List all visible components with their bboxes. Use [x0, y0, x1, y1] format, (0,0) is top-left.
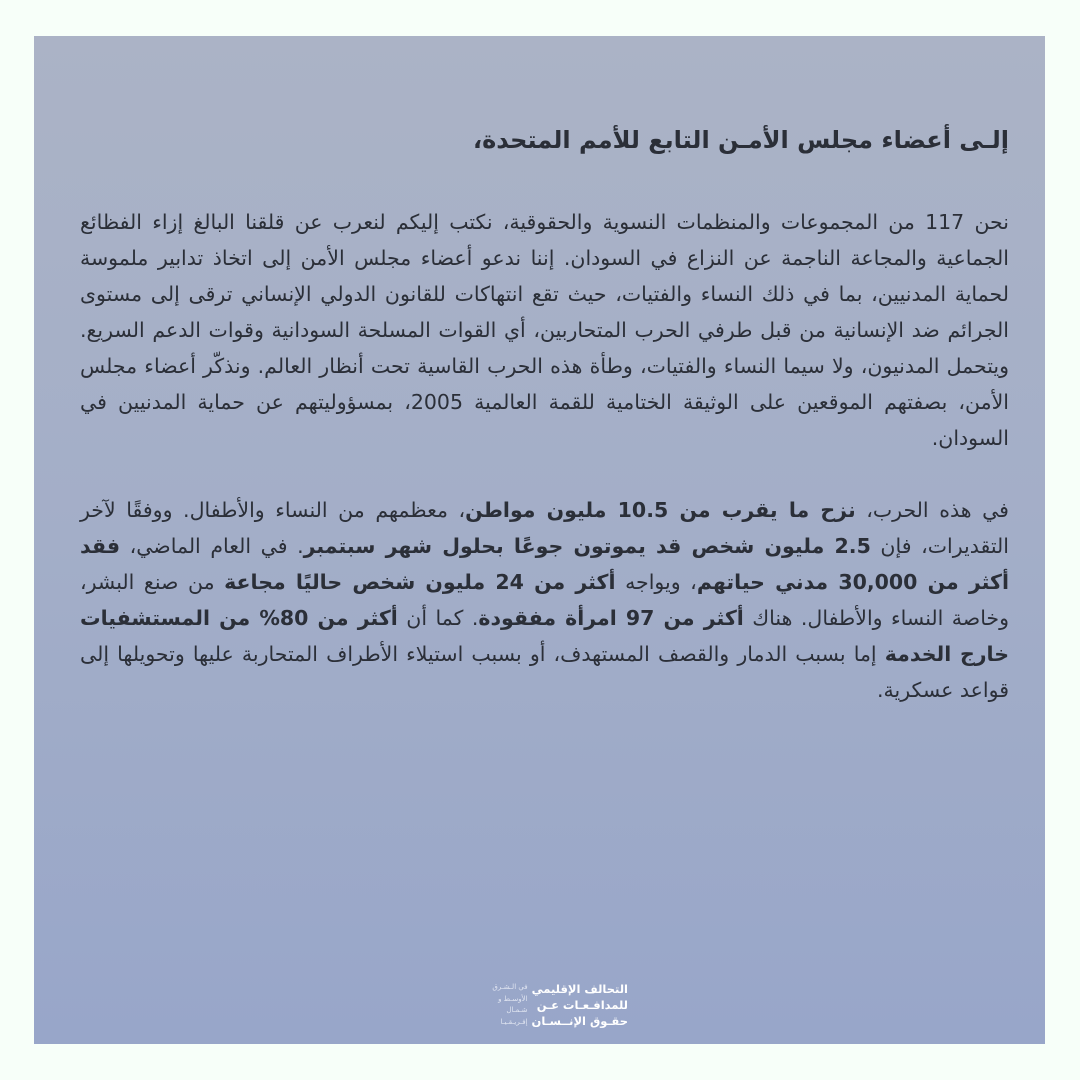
paragraph-statistics [80, 492, 1009, 708]
highlight-famine: أكثر من 24 مليون شخص حاليًا مجاعة [224, 570, 616, 594]
paragraph-intro: نحن 117 من المجموعات والمنظمات النسوية والحقوقية، نكتب إليكم لنعرب عن قلقنا البالغ إزاء الفظائع الجماعية والمجاعة الناجمة عن النزاع في السودان. إننا ندعو أعضاء مجلس الأمن إلى اتخاذ تدابير ملموسة لحماية المدنيين، بما في ذلك النساء والفتيات، حيث تقع انتهاكات للقانون الدولي الإنساني ترقى إلى مستوى الجرائم ضد الإنسانية من قبل طرفي الحرب المتحاربين، أي القوات المسلحة السودانية وقوات الدعم السريع. ويتحمل المدنيون، ولا سيما النساء والفتيات، وطأة هذه الحرب القاسية تحت أنظار العالم. ونذكّر أعضاء مجلس الأمن، بصفتهم الموقعين على الوثيقة الختامية للقمة العالمية 2005، بمسؤوليتهم عن حماية المدنيين في السودان. [80, 210, 1010, 450]
text-segment: ، معظمهم من النساء والأطفال. ووفقًا لآخر التقديرات، فإن [80, 498, 1009, 558]
organization-logo [452, 976, 628, 1034]
text-segment: إما بسبب الدمار والقصف المستهدف، أو بسبب استيلاء الأطراف المتحاربة عليها وتحويلها إلى قواعد عسكرية. [80, 642, 1009, 702]
letter-content [80, 120, 1009, 708]
text-segment: . كما أن [397, 606, 479, 630]
logo-main-text [532, 981, 628, 1029]
logo-sub-line: في الـشـرق [492, 983, 528, 991]
logo-sub-text [492, 982, 527, 1028]
highlight-missing-women: أكثر من 97 امرأة مفقودة [478, 606, 744, 630]
logo-sub-line: شـمـال [506, 1006, 528, 1014]
highlight-displaced: نزح ما يقرب من 10.5 مليون مواطن [465, 498, 856, 522]
highlight-deaths: فقد أكثر من 30,000 مدني حياتهم [80, 534, 1009, 594]
highlight-hospitals: أكثر من 80% من المستشفيات خارج الخدمة [80, 606, 1010, 666]
letter-card [34, 36, 1045, 1044]
highlight-starvation: 2.5 مليون شخص قد يموتون جوعًا بحلول شهر سبتمبر [303, 534, 871, 558]
text-segment: في هذه الحرب، [855, 498, 1009, 522]
logo-main-line: التحالف الإقليمي [531, 982, 628, 996]
letter-title: إلـى أعضاء مجلس الأمـن التابع للأمم المتحدة، [473, 126, 1009, 154]
logo-sub-line: الأوسـط و [498, 994, 528, 1003]
text-segment: من صنع البشر، وخاصة النساء والأطفال. هناك [80, 570, 1010, 630]
logo-sub-line: إفـريـقـيـا [500, 1017, 528, 1026]
logo-main-line: حقـوق الإنــسـان [531, 1014, 628, 1028]
text-segment: ، ويواجه [615, 570, 697, 594]
logo-main-line: للمدافـعـات عـن [536, 998, 628, 1012]
text-segment: . في العام الماضي، [120, 534, 304, 558]
